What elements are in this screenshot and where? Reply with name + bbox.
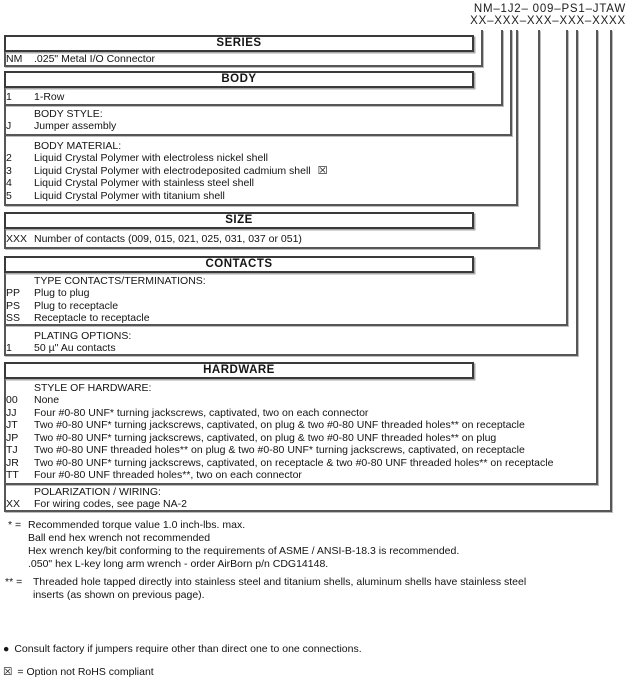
contacts-type-group: [6, 275, 626, 325]
table-row: [6, 53, 626, 66]
series-rows: [6, 53, 626, 66]
table-row: [6, 457, 626, 470]
row-code: XX: [6, 498, 21, 510]
hardware-style-group: [6, 382, 626, 482]
row-desc: Two #0-80 UNF threaded holes** on plug & two #0-80 UNF* turning jackscrews, captivated, on receptacle: [34, 444, 525, 456]
rohs-note: [3, 666, 154, 679]
row-code: JT: [6, 419, 18, 431]
row-desc: For wiring codes, see page NA-2: [34, 498, 187, 510]
table-row: [6, 120, 626, 133]
row-desc: Liquid Crystal Polymer with electroless nickel shell: [34, 152, 269, 164]
group-label: BODY STYLE:: [34, 108, 103, 120]
body-style-group: [6, 108, 626, 133]
row-code: 5: [6, 189, 12, 202]
table-row: [6, 287, 626, 300]
row-code: 1: [6, 91, 12, 103]
table-row: [6, 342, 626, 355]
body-row-group: [6, 91, 626, 104]
row-code: XXX: [6, 233, 28, 245]
size-rows: [6, 233, 626, 246]
row-code: TT: [6, 469, 19, 481]
not-rohs-icon: ☒: [3, 666, 13, 678]
footnote-prefix: ** =: [5, 576, 23, 588]
table-row: [6, 469, 626, 482]
row-desc: 1-Row: [34, 91, 65, 103]
table-row: [6, 152, 626, 165]
group-label: STYLE OF HARDWARE:: [34, 382, 152, 394]
row-desc: Number of contacts (009, 015, 021, 025, 031, 037 or 051): [34, 233, 302, 245]
row-code: JJ: [6, 406, 17, 419]
footnote-double-star: [5, 576, 526, 602]
row-desc: Two #0-80 UNF* turning jackscrews, captivated, on plug & two #0-80 UNF threaded holes** on receptacle: [34, 419, 525, 431]
row-desc: Liquid Crystal Polymer with stainless steel shell: [34, 177, 255, 189]
body-section-header: BODY: [4, 71, 474, 88]
table-row: [6, 498, 626, 511]
row-desc: Two #0-80 UNF* turning jackscrews, captivated, on plug & two #0-80 UNF threaded holes** on plug: [34, 431, 497, 444]
table-row: [6, 190, 626, 203]
footnote-prefix: * =: [8, 519, 22, 531]
row-code: PP: [6, 287, 21, 299]
bullet-icon: ●: [3, 643, 10, 655]
footnote-line: Ball end hex wrench not recommended: [28, 532, 211, 544]
not-rohs-icon: ☒: [317, 164, 328, 177]
table-row: [6, 300, 626, 313]
note-text: Consult factory if jumpers require other than direct one to one connections.: [14, 643, 362, 655]
footnote-line: Hex wrench key/bit conforming to the requirements of ASME / ANSI-B-18.3 is recommended.: [28, 545, 460, 557]
table-row: [6, 407, 626, 420]
row-code: TJ: [6, 444, 18, 456]
table-row: [6, 312, 626, 325]
row-desc: Jumper assembly: [34, 120, 117, 132]
note-text: = Option not RoHS compliant: [17, 666, 154, 678]
row-code: J: [6, 120, 12, 132]
footnote-star: [8, 519, 459, 571]
table-row: [6, 394, 626, 407]
footnote-line: inserts (as shown on previous page).: [33, 589, 205, 601]
table-row: [6, 432, 626, 445]
table-row: [6, 419, 626, 432]
part-number-example: NM–1J2– 009–PS1–JTAW: [473, 3, 626, 15]
group-label: TYPE CONTACTS/TERMINATIONS:: [34, 275, 206, 287]
group-label: PLATING OPTIONS:: [34, 330, 132, 342]
footnote-line: Threaded hole tapped directly into stainless steel and titanium shells, aluminum shells have stainless steel: [33, 576, 527, 588]
row-desc: Receptacle to receptacle: [34, 312, 150, 324]
series-section-header: SERIES: [4, 35, 474, 52]
row-desc: Four #0-80 UNF* turning jackscrews, captivated, two on each connector: [34, 406, 369, 419]
contacts-section-header: CONTACTS: [4, 256, 474, 273]
row-desc: Liquid Crystal Polymer with electrodeposited cadmium shell: [34, 164, 311, 177]
row-code: 3: [6, 164, 12, 177]
row-code: 4: [6, 177, 12, 189]
row-code: 2: [6, 152, 12, 164]
row-desc: Plug to receptacle: [34, 299, 119, 312]
row-desc: Four #0-80 UNF threaded holes**, two on each connector: [34, 469, 302, 481]
table-row: [6, 165, 626, 178]
group-label: POLARIZATION / WIRING:: [34, 486, 161, 498]
table-row: [6, 444, 626, 457]
hardware-wiring-group: [6, 486, 626, 511]
row-code: 1: [6, 342, 12, 354]
row-code: JR: [6, 456, 19, 469]
footnote-line: .050" hex L-key long arm wrench - order AirBorn p/n CDG14148.: [28, 558, 329, 570]
table-row: [6, 91, 626, 104]
footnote-line: Recommended torque value 1.0 inch-lbs. max.: [28, 519, 246, 531]
footnote-lines: [33, 576, 526, 602]
contacts-plating-group: [6, 330, 626, 355]
row-desc: Two #0-80 UNF* turning jackscrews, captivated, on receptacle & two #0-80 UNF threaded holes** on receptacle: [34, 456, 554, 469]
table-row: [6, 233, 626, 246]
row-desc: None: [34, 394, 60, 406]
footnote-lines: [28, 519, 459, 571]
row-desc: Liquid Crystal Polymer with titanium shell: [34, 189, 225, 202]
row-desc: 50 µ" Au contacts: [34, 342, 116, 354]
row-code: NM: [6, 53, 23, 65]
part-number-template: XX–XXX–XXX–XXX–XXXX: [470, 15, 626, 27]
consult-factory-note: [3, 643, 362, 656]
row-code: PS: [6, 299, 21, 312]
row-code: JP: [6, 431, 19, 444]
row-desc: .025" Metal I/O Connector: [34, 53, 156, 65]
row-code: 00: [6, 394, 18, 406]
body-material-group: [6, 140, 626, 202]
group-label: BODY MATERIAL:: [34, 140, 122, 152]
row-code: SS: [6, 312, 21, 324]
row-desc: Plug to plug: [34, 287, 90, 299]
hardware-section-header: HARDWARE: [4, 362, 474, 379]
table-row: [6, 177, 626, 190]
size-section-header: SIZE: [4, 212, 474, 229]
